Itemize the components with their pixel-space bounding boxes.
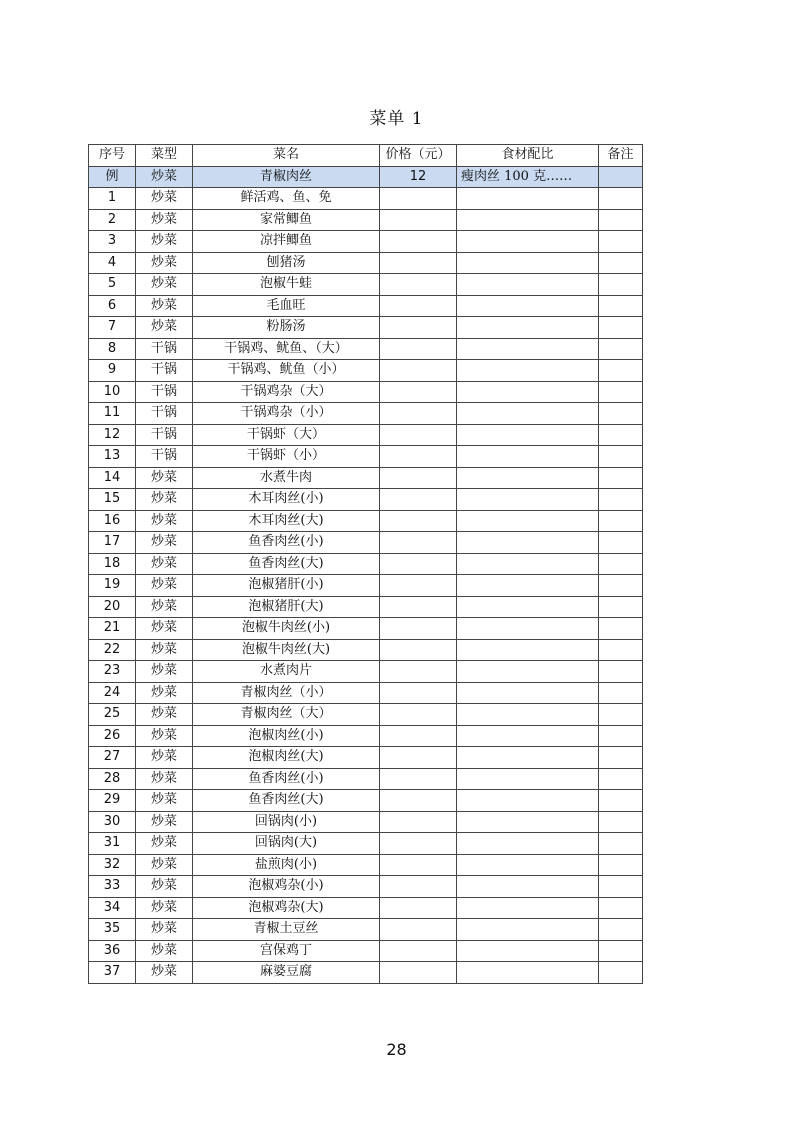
row-no: 27 (89, 747, 136, 769)
header-note: 备注 (599, 145, 643, 167)
row-no: 1 (89, 188, 136, 210)
row-no: 23 (89, 661, 136, 683)
row-ratio (457, 403, 599, 425)
row-note (599, 639, 643, 661)
header-price: 价格（元） (380, 145, 457, 167)
row-no: 21 (89, 618, 136, 640)
menu-title: 菜单 1 (369, 109, 424, 129)
row-note (599, 209, 643, 231)
row-name: 干锅鸡杂（小） (193, 403, 380, 425)
row-name: 回锅肉(小) (193, 811, 380, 833)
row-note (599, 403, 643, 425)
table-row (89, 510, 643, 532)
example-note (599, 166, 643, 188)
row-no: 29 (89, 790, 136, 812)
row-price (380, 704, 457, 726)
row-name: 泡椒牛蛙 (193, 274, 380, 296)
row-price (380, 403, 457, 425)
row-note (599, 768, 643, 790)
row-type: 炒菜 (136, 295, 193, 317)
row-note (599, 231, 643, 253)
row-type: 炒菜 (136, 532, 193, 554)
row-name: 家常鲫鱼 (193, 209, 380, 231)
row-name: 泡椒猪肝(小) (193, 575, 380, 597)
row-type: 炒菜 (136, 790, 193, 812)
row-type: 炒菜 (136, 940, 193, 962)
table-header-row (89, 145, 643, 167)
row-note (599, 510, 643, 532)
row-no: 36 (89, 940, 136, 962)
row-note (599, 876, 643, 898)
row-ratio (457, 790, 599, 812)
row-name: 干锅鸡、鱿鱼（小） (193, 360, 380, 382)
row-name: 泡椒牛肉丝(大) (193, 639, 380, 661)
table-row (89, 252, 643, 274)
row-no: 19 (89, 575, 136, 597)
table-row (89, 940, 643, 962)
table-row (89, 747, 643, 769)
row-name: 泡椒肉丝(大) (193, 747, 380, 769)
row-ratio (457, 747, 599, 769)
row-note (599, 467, 643, 489)
table-row (89, 704, 643, 726)
row-note (599, 446, 643, 468)
row-type: 炒菜 (136, 575, 193, 597)
row-ratio (457, 575, 599, 597)
row-ratio (457, 424, 599, 446)
table-row (89, 360, 643, 382)
row-price (380, 532, 457, 554)
row-type: 干锅 (136, 446, 193, 468)
row-no: 3 (89, 231, 136, 253)
row-name: 泡椒肉丝(小) (193, 725, 380, 747)
row-type: 炒菜 (136, 897, 193, 919)
row-note (599, 704, 643, 726)
row-type: 干锅 (136, 381, 193, 403)
row-price (380, 897, 457, 919)
row-type: 干锅 (136, 338, 193, 360)
table-row (89, 962, 643, 984)
table-row (89, 833, 643, 855)
row-type: 炒菜 (136, 962, 193, 984)
row-name: 木耳肉丝(小) (193, 489, 380, 511)
table-row (89, 725, 643, 747)
row-type: 干锅 (136, 424, 193, 446)
row-ratio (457, 876, 599, 898)
row-ratio (457, 919, 599, 941)
row-ratio (457, 596, 599, 618)
table-row (89, 274, 643, 296)
row-no: 13 (89, 446, 136, 468)
row-no: 31 (89, 833, 136, 855)
row-price (380, 338, 457, 360)
row-note (599, 381, 643, 403)
row-ratio (457, 360, 599, 382)
table-row (89, 682, 643, 704)
table-row (89, 489, 643, 511)
row-type: 炒菜 (136, 317, 193, 339)
row-ratio (457, 274, 599, 296)
row-price (380, 596, 457, 618)
row-type: 炒菜 (136, 231, 193, 253)
header-name: 菜名 (193, 145, 380, 167)
row-name: 盐煎肉(小) (193, 854, 380, 876)
example-no: 例 (89, 166, 136, 188)
row-ratio (457, 639, 599, 661)
row-ratio (457, 940, 599, 962)
table-row (89, 575, 643, 597)
row-name: 刨猪汤 (193, 252, 380, 274)
row-no: 6 (89, 295, 136, 317)
table-row (89, 209, 643, 231)
row-ratio (457, 661, 599, 683)
table-row (89, 897, 643, 919)
table-row (89, 188, 643, 210)
table-row (89, 553, 643, 575)
row-no: 17 (89, 532, 136, 554)
row-no: 18 (89, 553, 136, 575)
row-name: 干锅鸡杂（大） (193, 381, 380, 403)
table-row (89, 467, 643, 489)
row-price (380, 575, 457, 597)
row-no: 11 (89, 403, 136, 425)
row-name: 泡椒鸡杂(大) (193, 897, 380, 919)
row-ratio (457, 811, 599, 833)
row-name: 泡椒猪肝(大) (193, 596, 380, 618)
row-no: 28 (89, 768, 136, 790)
row-ratio (457, 725, 599, 747)
row-name: 毛血旺 (193, 295, 380, 317)
example-row (89, 166, 643, 188)
row-no: 32 (89, 854, 136, 876)
row-type: 炒菜 (136, 811, 193, 833)
row-no: 33 (89, 876, 136, 898)
row-name: 干锅虾（大） (193, 424, 380, 446)
row-no: 26 (89, 725, 136, 747)
row-note (599, 424, 643, 446)
row-price (380, 854, 457, 876)
row-name: 麻婆豆腐 (193, 962, 380, 984)
row-note (599, 940, 643, 962)
row-type: 炒菜 (136, 725, 193, 747)
row-name: 干锅鸡、鱿鱼、（大） (193, 338, 380, 360)
example-price: 12 (380, 166, 457, 188)
row-no: 10 (89, 381, 136, 403)
table-row (89, 381, 643, 403)
row-no: 16 (89, 510, 136, 532)
table-row (89, 790, 643, 812)
row-note (599, 854, 643, 876)
row-ratio (457, 467, 599, 489)
row-note (599, 897, 643, 919)
row-ratio (457, 897, 599, 919)
row-name: 凉拌鲫鱼 (193, 231, 380, 253)
row-ratio (457, 854, 599, 876)
table-row (89, 661, 643, 683)
row-price (380, 639, 457, 661)
row-note (599, 682, 643, 704)
row-type: 炒菜 (136, 639, 193, 661)
row-price (380, 790, 457, 812)
row-name: 青椒肉丝（大） (193, 704, 380, 726)
row-ratio (457, 295, 599, 317)
table-row (89, 295, 643, 317)
row-ratio (457, 381, 599, 403)
row-type: 炒菜 (136, 919, 193, 941)
row-note (599, 661, 643, 683)
table-row (89, 338, 643, 360)
row-ratio (457, 209, 599, 231)
row-ratio (457, 682, 599, 704)
row-price (380, 811, 457, 833)
row-type: 炒菜 (136, 618, 193, 640)
row-price (380, 682, 457, 704)
row-no: 22 (89, 639, 136, 661)
row-price (380, 317, 457, 339)
row-note (599, 317, 643, 339)
row-price (380, 661, 457, 683)
row-name: 木耳肉丝(大) (193, 510, 380, 532)
header-ratio: 食材配比 (457, 145, 599, 167)
table-row (89, 639, 643, 661)
row-note (599, 274, 643, 296)
row-note (599, 532, 643, 554)
row-name: 青椒土豆丝 (193, 919, 380, 941)
table-row (89, 919, 643, 941)
row-ratio (457, 317, 599, 339)
row-type: 炒菜 (136, 467, 193, 489)
row-note (599, 338, 643, 360)
row-price (380, 295, 457, 317)
row-price (380, 467, 457, 489)
row-price (380, 833, 457, 855)
row-no: 8 (89, 338, 136, 360)
row-ratio (457, 231, 599, 253)
row-type: 炒菜 (136, 876, 193, 898)
menu-table (88, 144, 643, 984)
table-row (89, 446, 643, 468)
row-no: 4 (89, 252, 136, 274)
row-price (380, 768, 457, 790)
row-ratio (457, 962, 599, 984)
row-ratio (457, 446, 599, 468)
row-price (380, 489, 457, 511)
row-no: 15 (89, 489, 136, 511)
row-no: 7 (89, 317, 136, 339)
row-type: 炒菜 (136, 833, 193, 855)
row-note (599, 811, 643, 833)
row-price (380, 747, 457, 769)
row-note (599, 252, 643, 274)
row-type: 炒菜 (136, 489, 193, 511)
row-price (380, 725, 457, 747)
row-ratio (457, 704, 599, 726)
row-type: 炒菜 (136, 596, 193, 618)
row-name: 泡椒鸡杂(小) (193, 876, 380, 898)
row-no: 24 (89, 682, 136, 704)
row-note (599, 489, 643, 511)
table-row (89, 618, 643, 640)
row-name: 宫保鸡丁 (193, 940, 380, 962)
row-ratio (457, 510, 599, 532)
row-ratio (457, 618, 599, 640)
row-name: 青椒肉丝（小） (193, 682, 380, 704)
row-type: 炒菜 (136, 252, 193, 274)
row-note (599, 747, 643, 769)
row-no: 20 (89, 596, 136, 618)
row-price (380, 274, 457, 296)
row-name: 鲜活鸡、鱼、免 (193, 188, 380, 210)
row-ratio (457, 833, 599, 855)
row-price (380, 962, 457, 984)
row-name: 干锅虾（小） (193, 446, 380, 468)
row-price (380, 876, 457, 898)
row-no: 2 (89, 209, 136, 231)
row-no: 5 (89, 274, 136, 296)
row-ratio (457, 553, 599, 575)
row-price (380, 940, 457, 962)
row-note (599, 553, 643, 575)
row-name: 泡椒牛肉丝(小) (193, 618, 380, 640)
row-note (599, 188, 643, 210)
table-row (89, 424, 643, 446)
row-price (380, 618, 457, 640)
row-name: 鱼香肉丝(大) (193, 553, 380, 575)
table-row (89, 876, 643, 898)
example-name: 青椒肉丝 (193, 166, 380, 188)
row-no: 14 (89, 467, 136, 489)
row-price (380, 553, 457, 575)
row-price (380, 252, 457, 274)
table-row (89, 532, 643, 554)
row-note (599, 596, 643, 618)
row-type: 炒菜 (136, 188, 193, 210)
table-row (89, 854, 643, 876)
row-no: 35 (89, 919, 136, 941)
example-ratio: 瘦肉丝 100 克…… (457, 166, 599, 188)
row-no: 37 (89, 962, 136, 984)
row-price (380, 510, 457, 532)
row-note (599, 962, 643, 984)
row-type: 炒菜 (136, 682, 193, 704)
row-name: 水煮肉片 (193, 661, 380, 683)
row-type: 炒菜 (136, 854, 193, 876)
row-type: 炒菜 (136, 661, 193, 683)
row-no: 25 (89, 704, 136, 726)
table-row (89, 403, 643, 425)
table-row (89, 231, 643, 253)
page-number: 28 (386, 1040, 407, 1059)
row-ratio (457, 188, 599, 210)
row-ratio (457, 532, 599, 554)
row-no: 12 (89, 424, 136, 446)
row-price (380, 424, 457, 446)
row-type: 干锅 (136, 360, 193, 382)
row-name: 鱼香肉丝(小) (193, 532, 380, 554)
row-note (599, 790, 643, 812)
row-note (599, 919, 643, 941)
row-type: 炒菜 (136, 553, 193, 575)
row-type: 炒菜 (136, 747, 193, 769)
row-note (599, 360, 643, 382)
table-row (89, 811, 643, 833)
row-note (599, 618, 643, 640)
row-name: 水煮牛肉 (193, 467, 380, 489)
row-note (599, 833, 643, 855)
row-type: 炒菜 (136, 274, 193, 296)
row-price (380, 360, 457, 382)
example-type: 炒菜 (136, 166, 193, 188)
table-row (89, 768, 643, 790)
header-no: 序号 (89, 145, 136, 167)
row-price (380, 446, 457, 468)
table-row (89, 317, 643, 339)
row-price (380, 231, 457, 253)
row-note (599, 575, 643, 597)
row-ratio (457, 338, 599, 360)
row-type: 炒菜 (136, 510, 193, 532)
row-no: 34 (89, 897, 136, 919)
row-name: 鱼香肉丝(大) (193, 790, 380, 812)
row-note (599, 295, 643, 317)
row-price (380, 209, 457, 231)
row-type: 炒菜 (136, 768, 193, 790)
row-price (380, 188, 457, 210)
row-ratio (457, 252, 599, 274)
row-no: 9 (89, 360, 136, 382)
row-ratio (457, 489, 599, 511)
row-type: 干锅 (136, 403, 193, 425)
header-type: 菜型 (136, 145, 193, 167)
row-name: 鱼香肉丝(小) (193, 768, 380, 790)
row-name: 粉肠汤 (193, 317, 380, 339)
row-price (380, 919, 457, 941)
row-note (599, 725, 643, 747)
row-type: 炒菜 (136, 704, 193, 726)
row-price (380, 381, 457, 403)
row-ratio (457, 768, 599, 790)
row-name: 回锅肉(大) (193, 833, 380, 855)
row-no: 30 (89, 811, 136, 833)
row-type: 炒菜 (136, 209, 193, 231)
table-row (89, 596, 643, 618)
